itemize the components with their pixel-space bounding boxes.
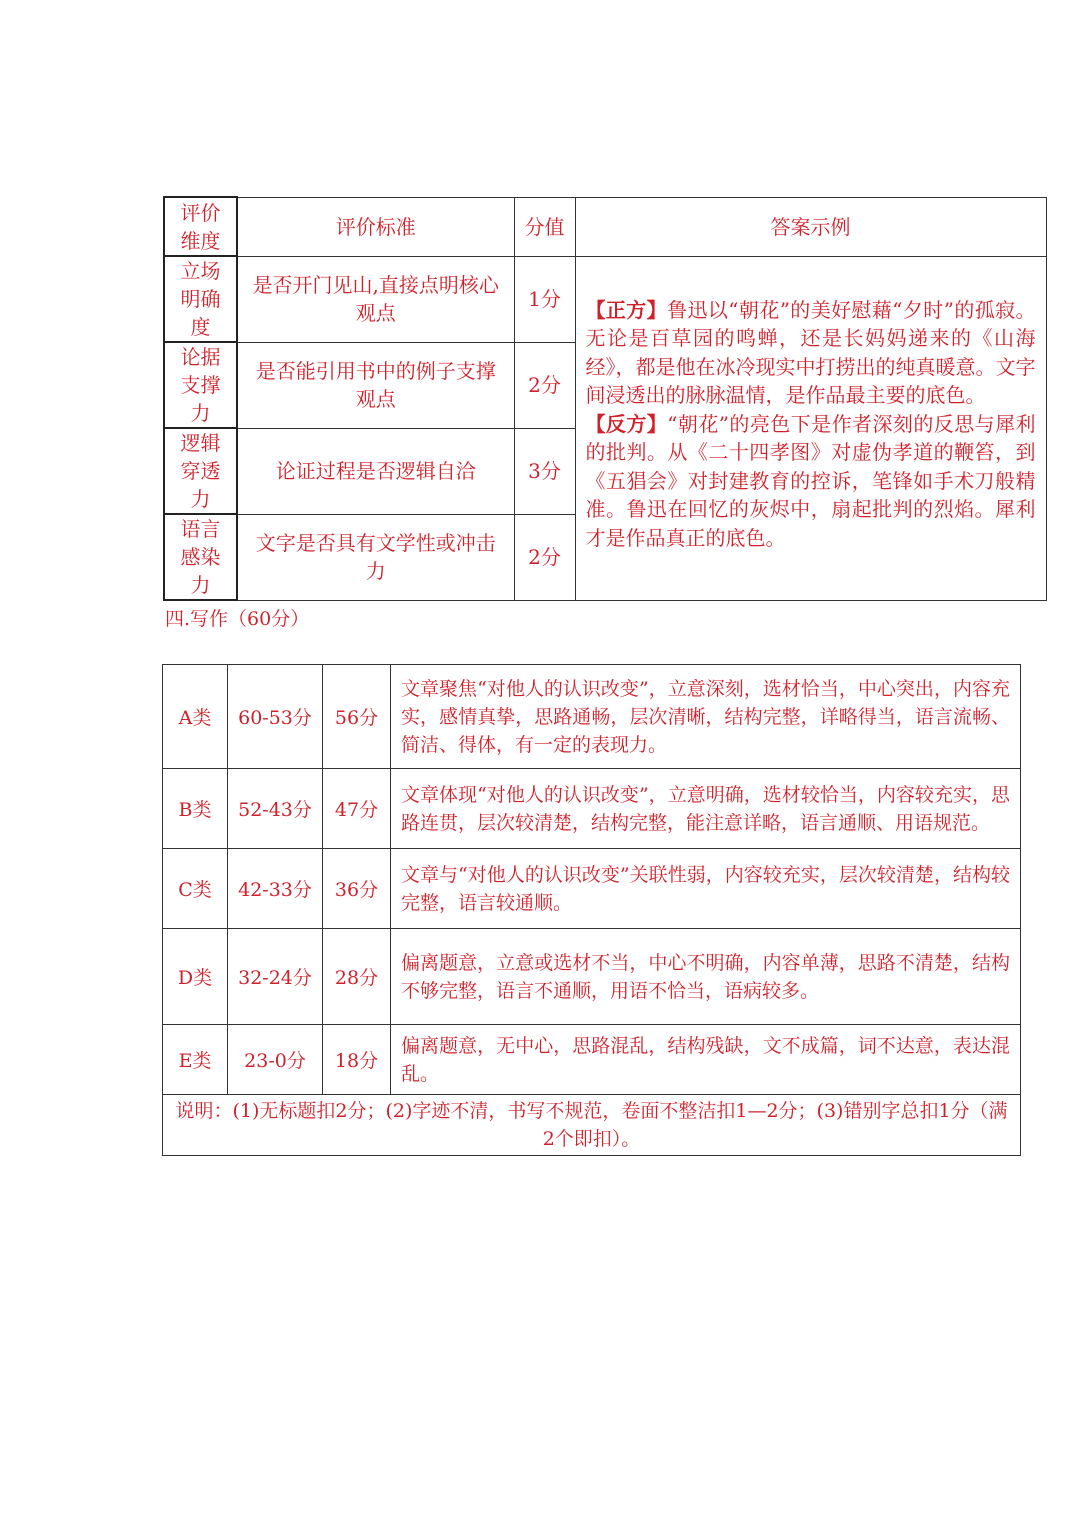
row-dimension [164,428,237,514]
evaluation-table [163,196,1047,601]
row-standard: 论证过程是否逻辑自洽 [237,428,514,514]
row-dimension [164,256,237,342]
grade-class: E类 [163,1025,228,1095]
row-score: 1分 [514,256,575,342]
header-dimension [164,197,237,256]
grade-points: 28分 [323,929,391,1025]
grade-points: 47分 [323,769,391,849]
grade-range: 32-24分 [228,929,323,1025]
table-row [163,929,1021,1025]
dimension-label: 语言 感染 力 [180,517,221,597]
grade-class: A类 [163,665,228,769]
dimension-label: 逻辑 穿透 力 [180,431,221,511]
writing-rubric-table [162,664,1021,1156]
pro-label: 【正方】 [585,297,668,322]
table-row [163,1095,1021,1156]
row-standard: 是否开门见山,直接点明核心观点 [237,256,514,342]
scoring-note: 说明：(1)无标题扣2分；(2)字迹不清，书写不规范，卷面不整洁扣1—2分；(3)错别字总扣1分（满2个即扣）。 [163,1095,1021,1156]
dimension-label: 立场 明确 度 [180,259,221,339]
grade-description: 文章聚焦“对他人的认识改变”，立意深刻，选材恰当，中心突出，内容充实，感情真挚，思路通畅，层次清晰，结构完整，详略得当，语言流畅、简洁、得体，有一定的表现力。 [391,665,1021,769]
grade-class: D类 [163,929,228,1025]
grade-range: 42-33分 [228,849,323,929]
dimension-label: 论据 支撑 力 [180,345,221,425]
table-row [163,769,1021,849]
grade-range: 60-53分 [228,665,323,769]
grade-description: 偏离题意，立意或选材不当，中心不明确，内容单薄，思路不清楚，结构不够完整，语言不通顺，用语不恰当，语病较多。 [391,929,1021,1025]
row-score: 3分 [514,428,575,514]
header-score: 分值 [514,197,575,256]
grade-description: 偏离题意，无中心，思路混乱，结构残缺，文不成篇，词不达意，表达混乱。 [391,1025,1021,1095]
header-standard: 评价标准 [237,197,514,256]
con-label: 【反方】 [585,411,668,436]
row-standard: 文字是否具有文学性或冲击力 [237,514,514,600]
table-header-row [164,197,1046,256]
table-row [164,256,1046,342]
grade-class: C类 [163,849,228,929]
row-dimension [164,342,237,428]
grade-range: 52-43分 [228,769,323,849]
header-answer: 答案示例 [575,197,1046,256]
answer-example [575,256,1046,600]
row-score: 2分 [514,514,575,600]
table-row [163,1025,1021,1095]
grade-description: 文章体现“对他人的认识改变”，立意明确，选材较恰当，内容较充实，思路连贯，层次较清楚，结构完整，能注意详略，语言通顺、用语规范。 [391,769,1021,849]
row-score: 2分 [514,342,575,428]
pro-text: 鲁迅以“朝花”的美好慰藉“夕时”的孤寂。无论是百草园的鸣蝉，还是长妈妈递来的《山海经》，都是他在冰冷现实中打捞出的纯真暖意。文字间浸透出的脉脉温情，是作品最主要的底色。 [585,297,1036,408]
grade-points: 36分 [323,849,391,929]
grade-range: 23-0分 [228,1025,323,1095]
table-row [163,849,1021,929]
grade-description: 文章与“对他人的认识改变”关联性弱，内容较充实，层次较清楚，结构较完整，语言较通顺。 [391,849,1021,929]
con-text: “朝花”的亮色下是作者深刻的反思与犀利的批判。从《二十四孝图》对虚伪孝道的鞭笞，到《五猖会》对封建教育的控诉，笔锋如手术刀般精准。鲁迅在回忆的灰烬中，扇起批判的烈焰。犀利才是作品真正的底色。 [585,411,1036,550]
grade-points: 56分 [323,665,391,769]
grade-class: B类 [163,769,228,849]
row-dimension [164,514,237,600]
section-title: 四.写作（60分） [165,608,310,630]
grade-points: 18分 [323,1025,391,1095]
row-standard: 是否能引用书中的例子支撑观点 [237,342,514,428]
table-row [163,665,1021,769]
dimension-label: 评价 维度 [180,200,221,253]
